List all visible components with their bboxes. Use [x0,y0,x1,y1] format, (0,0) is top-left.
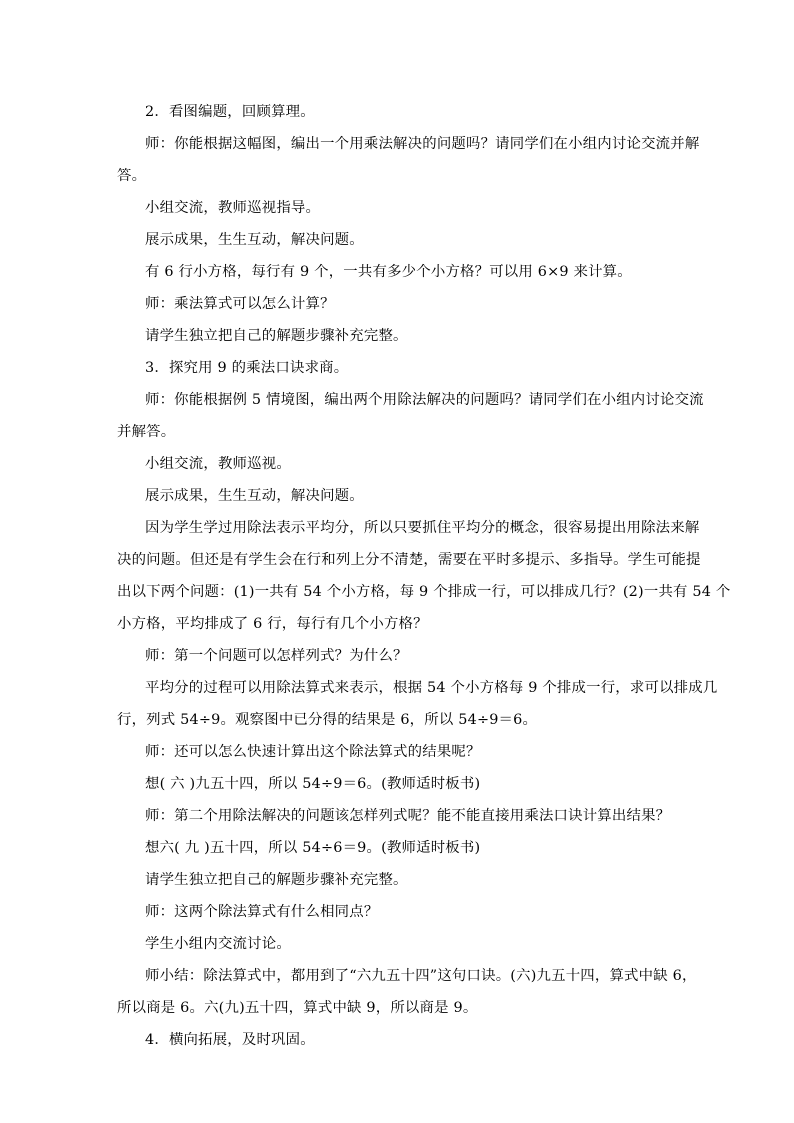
paragraph-line: 师：这两个除法算式有什么相同点？ [145,904,379,920]
paragraph-line: 学生小组内交流讨论。 [145,936,291,952]
paragraph-line: 想( 六 )九五十四，所以 54÷9＝6。(教师适时板书) [145,776,481,792]
paragraph-line: 平均分的过程可以用除法算式来表示，根据 54 个小方格每 9 个排成一行，求可以排成几 [145,680,718,696]
paragraph-line: 出以下两个问题：(1)一共有 54 个小方格，每 9 个排成一行，可以排成几行？(2)一共有 54 个 [117,584,731,600]
paragraph-line: 答。 [117,168,147,184]
paragraph-line: 所以商是 6。六(九)五十四，算式中缺 9，所以商是 9。 [117,1000,478,1016]
paragraph-line: 小组交流，教师巡视。 [145,456,291,472]
paragraph-line: 展示成果，生生互动，解决问题。 [145,232,364,248]
paragraph-line: 小组交流，教师巡视指导。 [145,200,321,216]
paragraph-line: 师：第一个问题可以怎样列式？为什么？ [145,648,408,664]
section-heading-3: 3．探究用 9 的乘法口诀求商。 [145,360,349,376]
paragraph-line: 请学生独立把自己的解题步骤补充完整。 [145,328,408,344]
section-heading-4: 4．横向拓展，及时巩固。 [145,1032,315,1048]
paragraph-line: 师小结：除法算式中，都用到了“六九五十四”这句口诀。(六)九五十四，算式中缺 6， [145,968,697,984]
paragraph-line: 有 6 行小方格，每行有 9 个，一共有多少个小方格？可以用 6×9 来计算。 [145,264,632,280]
paragraph-line: 师：第二个用除法解决的问题该怎样列式呢？能不能直接用乘法口诀计算出结果？ [145,808,671,824]
paragraph-line: 决的问题。但还是有学生会在行和列上分不清楚，需要在平时多提示、多指导。学生可能提 [117,552,701,568]
paragraph-line: 师：你能根据这幅图，编出一个用乘法解决的问题吗？请同学们在小组内讨论交流并解 [145,136,700,152]
paragraph-line: 想六( 九 )五十四，所以 54÷6＝9。(教师适时板书) [145,840,481,856]
paragraph-line: 并解答。 [117,424,176,440]
section-heading-2: 2．看图编题，回顾算理。 [145,104,315,120]
paragraph-line: 请学生独立把自己的解题步骤补充完整。 [145,872,408,888]
paragraph-line: 行，列式 54÷9。观察图中已分得的结果是 6，所以 54÷9＝6。 [117,712,538,728]
paragraph-line: 小方格，平均排成了 6 行，每行有几个小方格？ [117,616,428,632]
paragraph-line: 因为学生学过用除法表示平均分，所以只要抓住平均分的概念，很容易提出用除法来解 [145,520,700,536]
paragraph-line: 师：你能根据例 5 情境图，编出两个用除法解决的问题吗？请同学们在小组内讨论交流 [145,392,704,408]
paragraph-line: 师：还可以怎么快速计算出这个除法算式的结果呢？ [145,744,481,760]
paragraph-line: 师：乘法算式可以怎么计算？ [145,296,335,312]
paragraph-line: 展示成果，生生互动，解决问题。 [145,488,364,504]
